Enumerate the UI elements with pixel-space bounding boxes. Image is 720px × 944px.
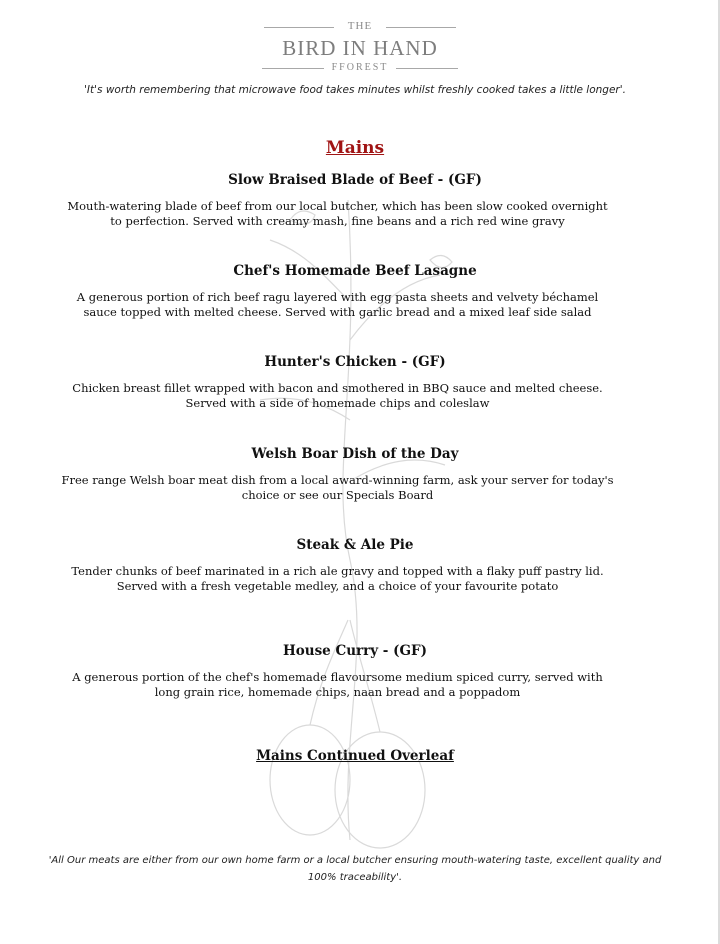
bottom-quote: 'All Our meats are either from our own home farm or a local butcher ensuring mouth-watering taste, excellent quality and 100% traceability'. bbox=[48, 855, 662, 883]
menu-item-title: House Curry - (GF) bbox=[283, 643, 427, 659]
overleaf-note: Mains Continued Overleaf bbox=[256, 748, 454, 764]
menu-item-title: Hunter's Chicken - (GF) bbox=[264, 354, 446, 370]
menu-item-description: Chicken breast fillet wrapped with bacon and smothered in BBQ sauce and melted cheese. Served with a side of homemade chips and coleslaw bbox=[72, 381, 603, 410]
menu-item-description: Mouth-watering blade of beef from our local butcher, which has been slow cooked overnight to perfection. Served with creamy mash, fine beans and a rich red wine gravy bbox=[67, 199, 608, 228]
menu-item-title: Slow Braised Blade of Beef - (GF) bbox=[228, 172, 482, 188]
restaurant-logo bbox=[250, 14, 470, 80]
menu-item-title: Steak & Ale Pie bbox=[296, 537, 414, 553]
logo-name: BIRD IN HAND bbox=[282, 36, 438, 60]
menu-item-title: Chef's Homemade Beef Lasagne bbox=[233, 263, 477, 279]
logo-the: THE bbox=[347, 20, 373, 32]
menu-item-description: Free range Welsh boar meat dish from a local award-winning farm, ask your server for today's choice or see our Specials Board bbox=[61, 473, 614, 502]
top-quote: 'It's worth remembering that microwave food takes minutes whilst freshly cooked takes a little longer'. bbox=[84, 84, 626, 96]
menu-item-description: A generous portion of the chef's homemade flavoursome medium spiced curry, served with long grain rice, homemade chips, naan bread and a poppadom bbox=[72, 670, 603, 699]
logo-location: FFOREST bbox=[331, 62, 389, 73]
menu-item-description: A generous portion of rich beef ragu layered with egg pasta sheets and velvety béchamel sauce topped with melted cheese. Served with garlic bread and a mixed leaf side salad bbox=[76, 290, 599, 319]
menu-item-description: Tender chunks of beef marinated in a rich ale gravy and topped with a flaky puff pastry lid. Served with a fresh vegetable medley, and a choice of your favourite potato bbox=[71, 564, 604, 593]
menu-item-title: Welsh Boar Dish of the Day bbox=[251, 446, 459, 462]
section-heading: Mains bbox=[325, 138, 385, 158]
